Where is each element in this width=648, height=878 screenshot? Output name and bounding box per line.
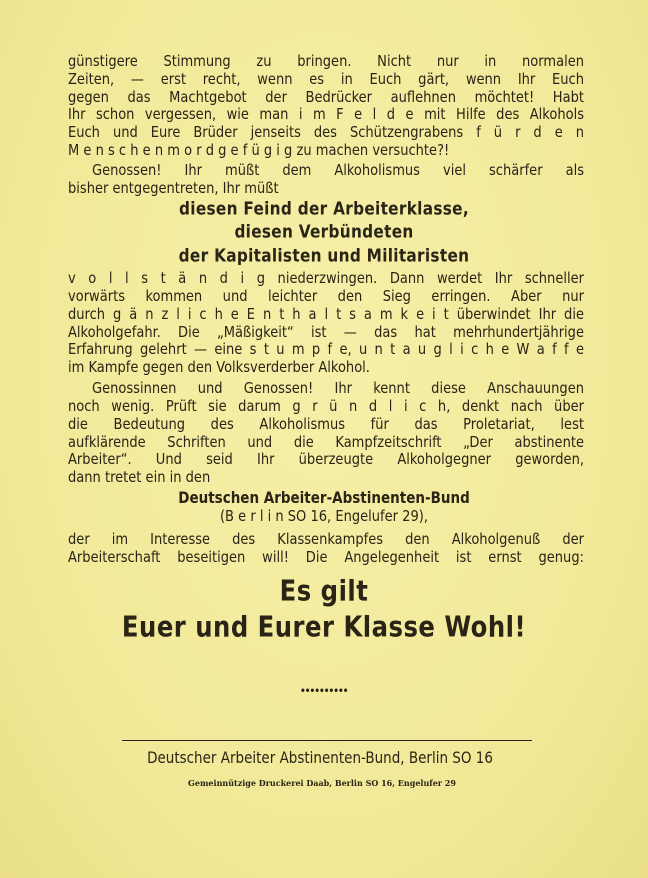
body-line: Zeiten, — erst recht, wenn es in Euch gärt, wenn Ihr Euch — [68, 71, 584, 89]
separator-ornament: •••••••••• — [300, 686, 348, 697]
printer-imprint: Gemeinnützige Druckerei Daab, Berlin SO 16, Engelufer 29 — [188, 777, 456, 789]
body-line: Genossinnen und Genossen! Ihr kennt diese Anschauungen — [92, 380, 584, 398]
footer-publisher: Deutscher Arbeiter Abstinenten-Bund, Berlin SO 16 — [147, 748, 493, 768]
heading-line: diesen Feind der Arbeiterklasse, — [179, 198, 469, 220]
body-line: Arbeiter“. Und seid Ihr überzeugte Alkoholgegner geworden, — [68, 451, 584, 469]
body-line: im Kampfe gegen den Volksverderber Alkohol. — [68, 359, 370, 377]
body-line: bisher entgegentreten, Ihr müßt — [68, 180, 279, 198]
body-line: Erfahrung gelehrt — eine s t u m p f e, u n t a u g l i c h e W a f f e — [68, 341, 584, 359]
body-line: noch wenig. Prüft sie darum g r ü n d l i c h, denkt nach über — [68, 398, 584, 416]
organization-name: Deutschen Arbeiter-Abstinenten-Bund — [178, 488, 470, 508]
body-line: M e n s c h e n m o r d g e f ü g i g zu machen versuchte?! — [68, 142, 450, 160]
heading-line: diesen Verbündeten — [234, 221, 414, 243]
body-line: durch g ä n z l i c h e E n t h a l t s a m k e i t überwindet Ihr die — [68, 306, 584, 324]
organization-address: (B e r l i n SO 16, Engelufer 29), — [219, 508, 429, 526]
body-line: dann tretet ein in den — [68, 469, 211, 487]
footer-rule — [122, 740, 532, 741]
heading-line: der Kapitalisten und Militaristen — [178, 245, 470, 267]
body-line: Arbeiterschaft beseitigen will! Die Angelegenheit ist ernst genug: — [68, 549, 584, 567]
slogan-line: Euer und Eurer Klasse Wohl! — [121, 611, 527, 644]
body-line: aufklärende Schriften und die Kampfzeitschrift „Der abstinente — [68, 434, 584, 452]
body-line: der im Interesse des Klassenkampfes den Alkoholgenuß der — [68, 531, 584, 549]
body-line: die Bedeutung des Alkoholismus für das Proletariat, lest — [68, 416, 584, 434]
body-line: günstigere Stimmung zu bringen. Nicht nur in normalen — [68, 53, 584, 71]
slogan-line: Es gilt — [279, 575, 369, 608]
body-line: Genossen! Ihr müßt dem Alkoholismus viel schärfer als — [92, 162, 584, 180]
body-line: Alkoholgefahr. Die „Mäßigkeit“ ist — das hat mehrhundertjährige — [68, 324, 584, 342]
body-line: vorwärts kommen und leichter den Sieg erringen. Aber nur — [68, 288, 584, 306]
body-line: gegen das Machtgebot der Bedrücker auflehnen möchtet! Habt — [68, 89, 584, 107]
body-line: Ihr schon vergessen, wie man i m F e l d e mit Hilfe des Alkohols — [68, 106, 584, 124]
body-line: Euch und Eure Brüder jenseits des Schützengrabens f ü r d e n — [68, 124, 584, 142]
body-line: v o l l s t ä n d i g niederzwingen. Dann werdet Ihr schneller — [68, 270, 584, 288]
